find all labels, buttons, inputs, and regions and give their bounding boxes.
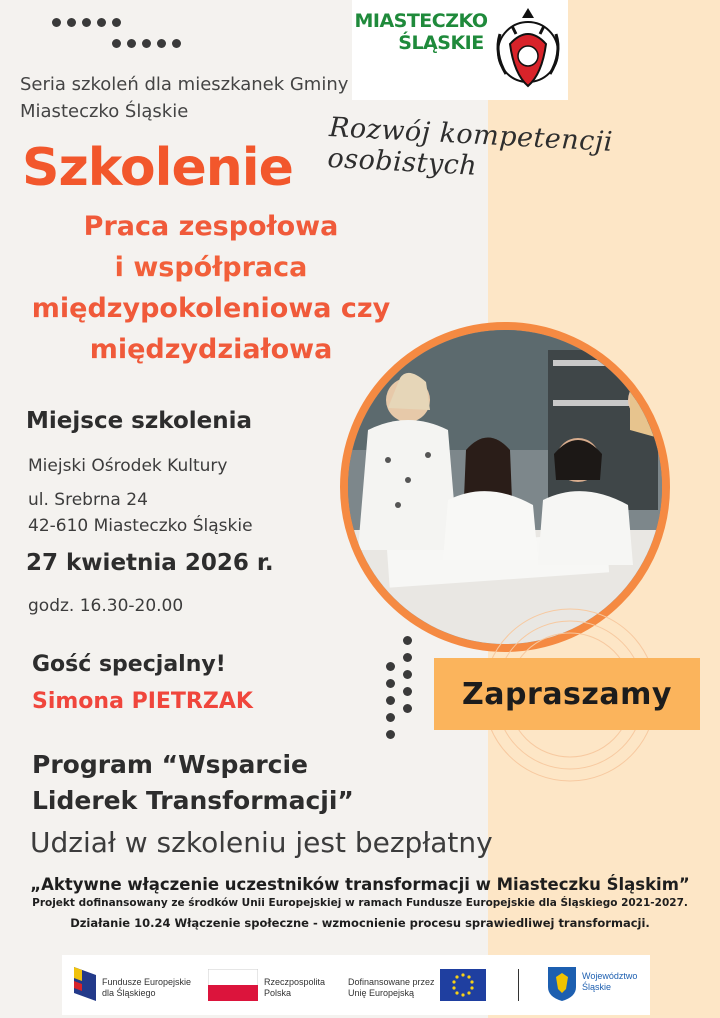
venue-street: ul. Srebrna 24	[28, 490, 148, 510]
footer-divider	[518, 969, 519, 1001]
decorative-dots-vertical-right	[403, 636, 412, 713]
polish-flag-icon	[208, 969, 258, 1001]
decorative-dots-vertical-left	[386, 662, 395, 739]
venue-label: Miejsce szkolenia	[26, 408, 253, 434]
logo-wordmark: MIASTECZKO ŚLĄSKIE	[354, 10, 488, 54]
project-action-line: Działanie 10.24 Włączenie społeczne - wzmocnienie procesu sprawiedliwej transformacji.	[70, 916, 650, 930]
headline: Szkolenie	[22, 138, 293, 198]
event-hours: godz. 16.30-20.00	[28, 596, 184, 616]
voivodeship-label: Województwo Śląskie	[582, 971, 638, 992]
event-date: 27 kwietnia 2026 r.	[26, 550, 274, 576]
eu-cofunded-label: Dofinansowane przez Unię Europejską	[348, 977, 435, 998]
decorative-dots-second	[112, 39, 181, 48]
script-tagline: Rozwój kompetencji osobistych	[326, 112, 614, 182]
training-topic: Praca zespołowa i współpraca międzypokoleniowa czy międzydziałowa	[31, 211, 391, 365]
decorative-dots-top	[52, 18, 121, 27]
women-working-photo	[340, 322, 670, 652]
european-funds-icon	[74, 967, 96, 1001]
funding-logos-strip	[62, 955, 650, 1015]
project-title: „Aktywne włączenie uczestników transformacji w Miasteczku Śląskim”	[30, 875, 690, 894]
project-funding-line: Projekt dofinansowany ze środków Unii Europejskiej w ramach Fundusze Europejskie dla Śląskiego 2021-2027.	[32, 897, 688, 909]
guest-name: Simona PIETRZAK	[32, 689, 253, 714]
european-funds-label: Fundusze Europejskie dla Śląskiego	[102, 977, 192, 998]
polish-republic-label: Rzeczpospolita Polska	[264, 977, 326, 998]
guest-label: Gość specjalny!	[32, 652, 226, 677]
venue-city: 42-610 Miasteczko Śląskie	[28, 516, 253, 536]
coat-of-arms-icon	[492, 4, 564, 98]
silesian-voivodeship-crest-icon	[548, 967, 576, 1001]
series-subtitle: Seria szkoleń dla mieszkanek Gminy Miasteczko Śląskie	[20, 74, 349, 122]
venue-place: Miejski Ośrodek Kultury	[28, 456, 228, 476]
program-name: Program “Wsparcie Liderek Transformacji”	[32, 750, 354, 815]
eu-flag-icon	[440, 969, 486, 1001]
free-participation-note: Udział w szkoleniu jest bezpłatny	[30, 826, 493, 859]
invitation-banner: Zapraszamy	[434, 658, 700, 730]
